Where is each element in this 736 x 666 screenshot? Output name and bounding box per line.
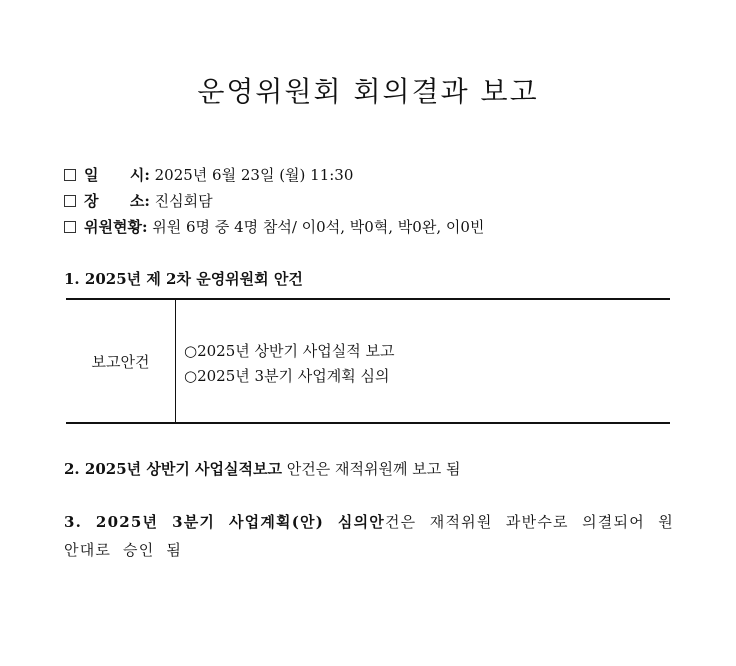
info-members-value: 위원 6명 중 4명 참석/ 이0석, 박0혁, 박0완, 이0빈	[147, 218, 485, 236]
section-heading-1: 1. 2025년 제 2차 운영위원회 안건	[64, 270, 303, 288]
agenda-label: 보고안건	[66, 300, 176, 422]
info-members-key: 위원현황:	[84, 218, 148, 236]
result-3-rest: 건은 재적위원 과반수로 의결되어 원안대로 승인 됨	[64, 513, 674, 559]
info-place	[64, 191, 213, 211]
checkbox-icon	[64, 221, 76, 233]
info-place-value: 진심회담	[149, 192, 213, 210]
agenda-items	[184, 339, 394, 389]
page-title: 운영위원회 회의결과 보고	[197, 75, 539, 108]
agenda-item: ○2025년 상반기 사업실적 보고	[184, 342, 395, 360]
result-2-prefix: 2. 2025년	[64, 460, 147, 478]
info-members	[64, 217, 484, 237]
info-date	[64, 165, 353, 185]
result-3-prefix: 3. 2025년	[64, 513, 173, 531]
info-date-value: 2025년 6월 23일 (월) 11:30	[149, 166, 354, 184]
result-2-bold: 상반기 사업실적보고	[146, 460, 282, 478]
info-place-key: 장 소:	[84, 192, 150, 210]
checkbox-icon	[64, 195, 76, 207]
result-3-bold: 3분기 사업계획(안) 심의안	[172, 513, 385, 531]
result-2-rest: 안건은 재적위원께 보고 됨	[281, 460, 461, 478]
result-3	[64, 508, 674, 564]
agenda-item: ○2025년 3분기 사업계획 심의	[184, 367, 390, 385]
info-date-key: 일 시:	[84, 166, 150, 184]
checkbox-icon	[64, 169, 76, 181]
agenda-table	[66, 298, 670, 424]
result-2	[64, 455, 674, 483]
